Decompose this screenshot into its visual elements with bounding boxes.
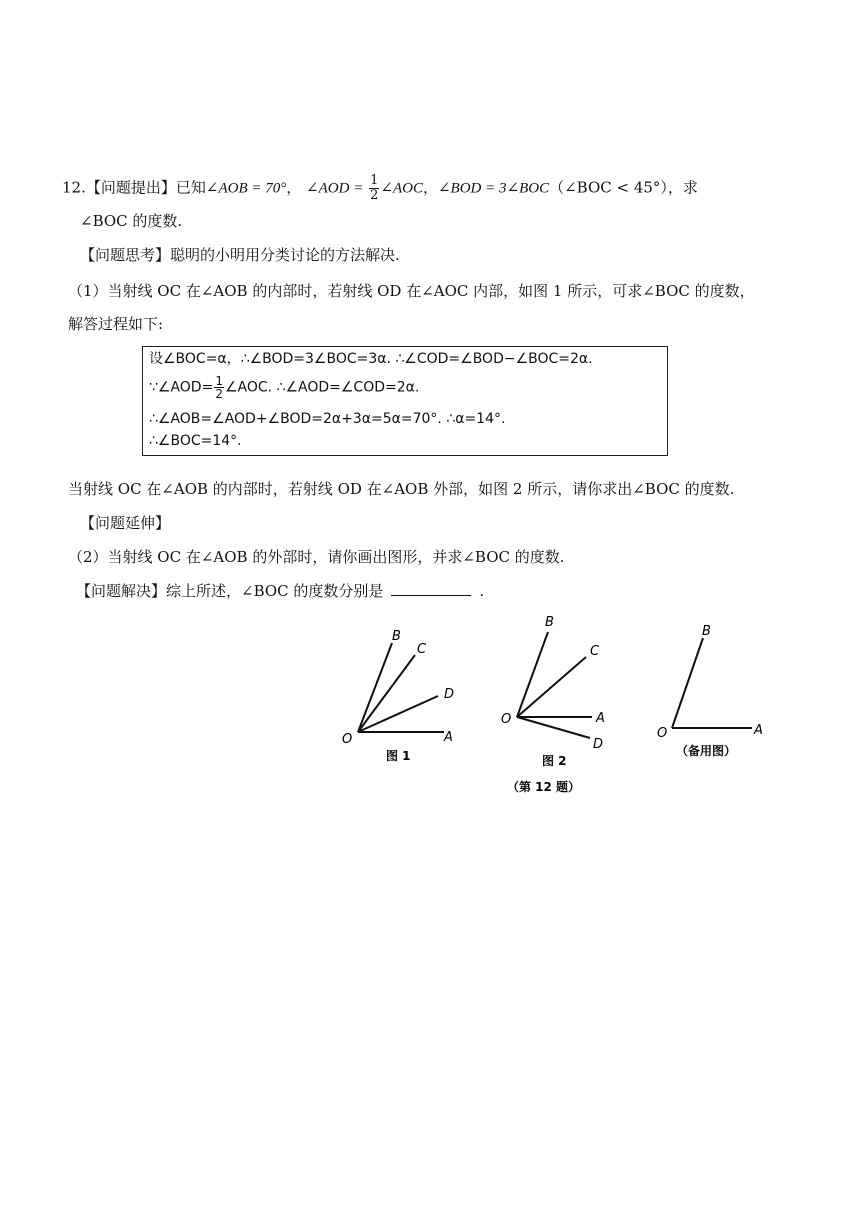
aob-equation: ∠AOB = 70° (205, 180, 287, 197)
problem-line-2: ∠BOC 的度数. (80, 212, 183, 230)
fig2-label-C: C (590, 644, 600, 659)
fig1-caption: 图 1 (386, 749, 411, 763)
ray-OB (672, 638, 703, 728)
problem-line-1 (62, 174, 698, 203)
intro-tag: 【问题提出】 (85, 178, 176, 197)
fraction-denominator: 2 (215, 387, 223, 401)
fraction-half (369, 174, 379, 203)
solution-line-4: ∴∠BOC=14°. (149, 433, 242, 449)
part1-line-2: 解答过程如下: (68, 315, 164, 333)
fig3-label-O: O (657, 726, 668, 741)
extend-tag: 【问题延伸】 (80, 514, 171, 532)
known-text: 已知 (175, 178, 206, 197)
part2-line: （2）当射线 OC 在∠AOB 的外部时，请你画出图形，并求∠BOC 的度数. (68, 548, 565, 566)
figure-spare (672, 638, 752, 728)
part1-line-1: （1）当射线 OC 在∠AOB 的内部时，若射线 OD 在∠AOC 内部，如图 1 所示，可求∠BOC 的度数， (68, 282, 755, 300)
separator: ， (286, 178, 302, 197)
figure-1 (358, 643, 444, 732)
figures-svg (330, 610, 780, 800)
solution-line-1: 设∠BOC=α，∴∠BOD=3∠BOC=3α. ∴∠COD=∠BOD−∠BOC=2α. (149, 351, 593, 367)
ray-OC (358, 655, 415, 732)
separator: ， (422, 178, 438, 197)
group-caption: （第 12 题） (507, 780, 581, 794)
solution-line-3: ∴∠AOB=∠AOD+∠BOD=2α+3α=5α=70°. ∴α=14°. (149, 411, 506, 427)
fig3-label-B: B (702, 624, 711, 639)
solution-fraction (214, 375, 224, 400)
fig1-label-O: O (342, 732, 353, 747)
fig1-label-D: D (444, 687, 455, 702)
part1-case2-line: 当射线 OC 在∠AOB 的内部时，若射线 OD 在∠AOB 外部，如图 2 所示，请你求出∠BOC 的度数. (68, 480, 735, 498)
fraction-numerator: 1 (370, 173, 379, 188)
fig1-label-C: C (417, 642, 427, 657)
solution-line-2-pre: ∵∠AOD= (149, 379, 214, 396)
solution-line-2 (149, 375, 419, 400)
resolve-period: . (479, 582, 485, 600)
aoc-angle: ∠AOC (380, 180, 423, 197)
aod-lhs: ∠AOD = (306, 180, 364, 197)
solution-line-2-post: ∠AOC. ∴∠AOD=∠COD=2α. (224, 379, 420, 396)
fig2-label-D: D (593, 737, 604, 752)
figure-2 (517, 632, 592, 738)
condition-text: （∠BOC < 45°），求 (549, 178, 698, 197)
fig2-label-B: B (545, 615, 554, 630)
think-line: 【问题思考】聪明的小明用分类讨论的方法解决. (80, 246, 400, 264)
fraction-numerator: 1 (215, 374, 223, 388)
fig3-caption: （备用图） (676, 744, 737, 758)
answer-blank[interactable] (391, 581, 471, 596)
fig2-label-A: A (596, 711, 605, 726)
fig1-label-A: A (444, 730, 453, 745)
fraction-denominator: 2 (370, 188, 379, 203)
problem-number: 12. (62, 178, 86, 197)
fig3-label-A: A (754, 723, 763, 738)
solution-box (142, 346, 668, 456)
fig1-label-B: B (392, 629, 401, 644)
resolve-text: 【问题解决】综上所述，∠BOC 的度数分别是 (76, 582, 384, 600)
ray-OD (517, 717, 590, 738)
bod-equation: ∠BOD = 3∠BOC (437, 180, 550, 197)
fig2-caption: 图 2 (542, 754, 567, 768)
resolve-line (76, 580, 484, 602)
fig2-label-O: O (501, 712, 512, 727)
